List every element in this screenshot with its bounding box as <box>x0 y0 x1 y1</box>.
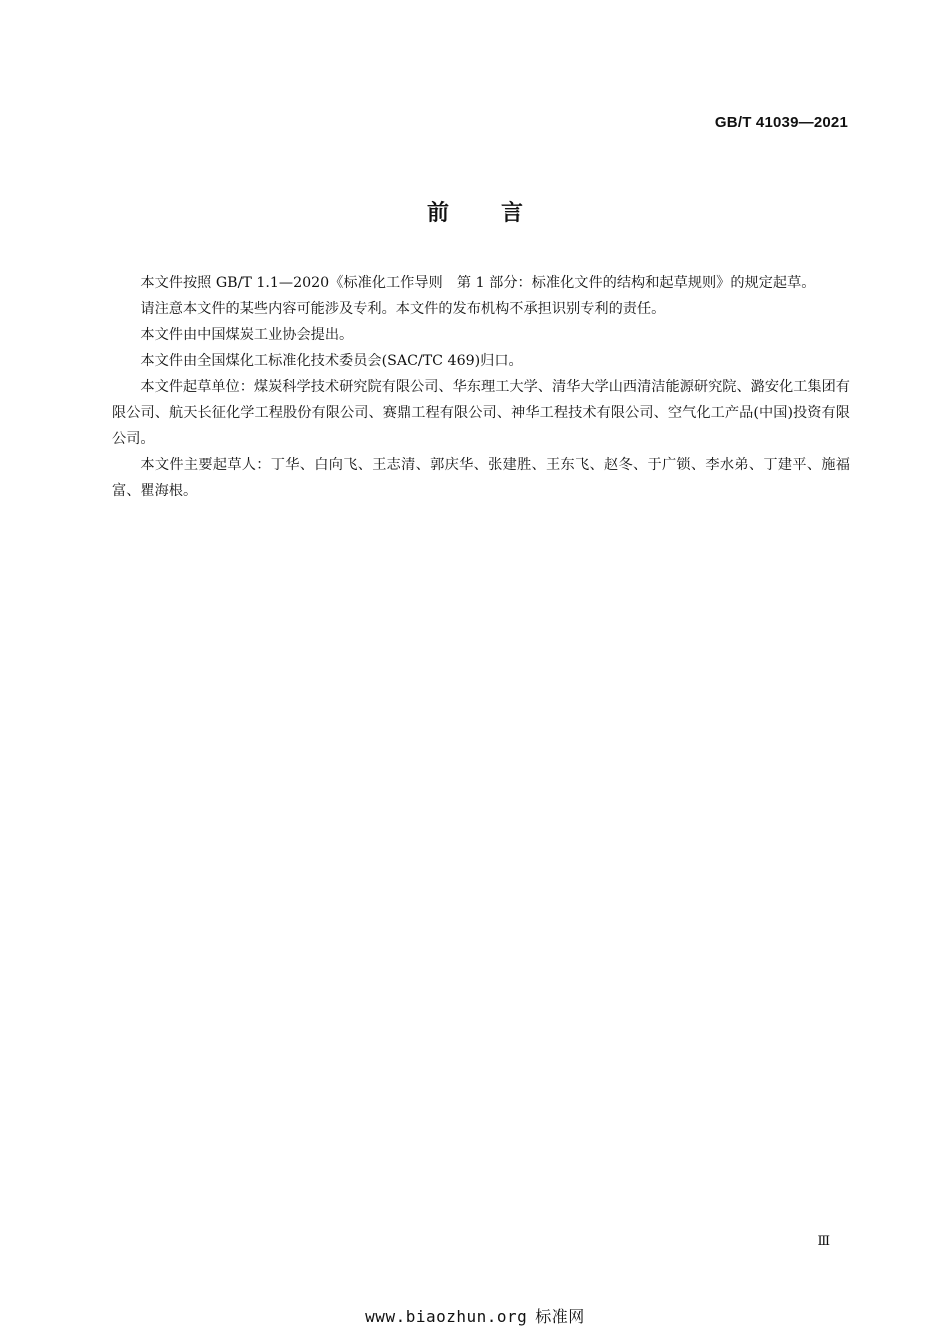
paragraph-drafters: 本文件主要起草人：丁华、白向飞、王志清、郭庆华、张建胜、王东飞、赵冬、于广锁、李水弟、丁建平、施福富、瞿海根。 <box>112 457 850 499</box>
standard-number: GB/T 41039—2021 <box>714 114 848 131</box>
paragraph-proposer: 本文件由中国煤炭工业协会提出。 <box>140 327 354 343</box>
watermark <box>0 1304 950 1327</box>
page-title: 前言 <box>426 201 575 226</box>
paragraph-committee: 本文件由全国煤化工标准化技术委员会(SAC/TC 469)归口。 <box>140 353 523 369</box>
paragraph-drafting-rules: 本文件按照 GB/T 1.1—2020《标准化工作导则 第 1 部分：标准化文件的结构和起草规则》的规定起草。 <box>140 275 816 291</box>
paragraph-drafting-units: 本文件起草单位：煤炭科学技术研究院有限公司、华东理工大学、清华大学山西清洁能源研究院、潞安化工集团有限公司、航天长征化学工程股份有限公司、赛鼎工程有限公司、神华工程技术有限公司、空气化工产品(中国)投资有限公司。 <box>112 379 850 447</box>
page-number: Ⅲ <box>817 1234 830 1249</box>
foreword-body <box>112 270 850 504</box>
paragraph-patent-notice: 请注意本文件的某些内容可能涉及专利。本文件的发布机构不承担识别专利的责任。 <box>140 301 666 317</box>
watermark-url[interactable]: www.biaozhun.org <box>365 1307 528 1326</box>
watermark-site-name: 标准网 <box>535 1307 585 1326</box>
